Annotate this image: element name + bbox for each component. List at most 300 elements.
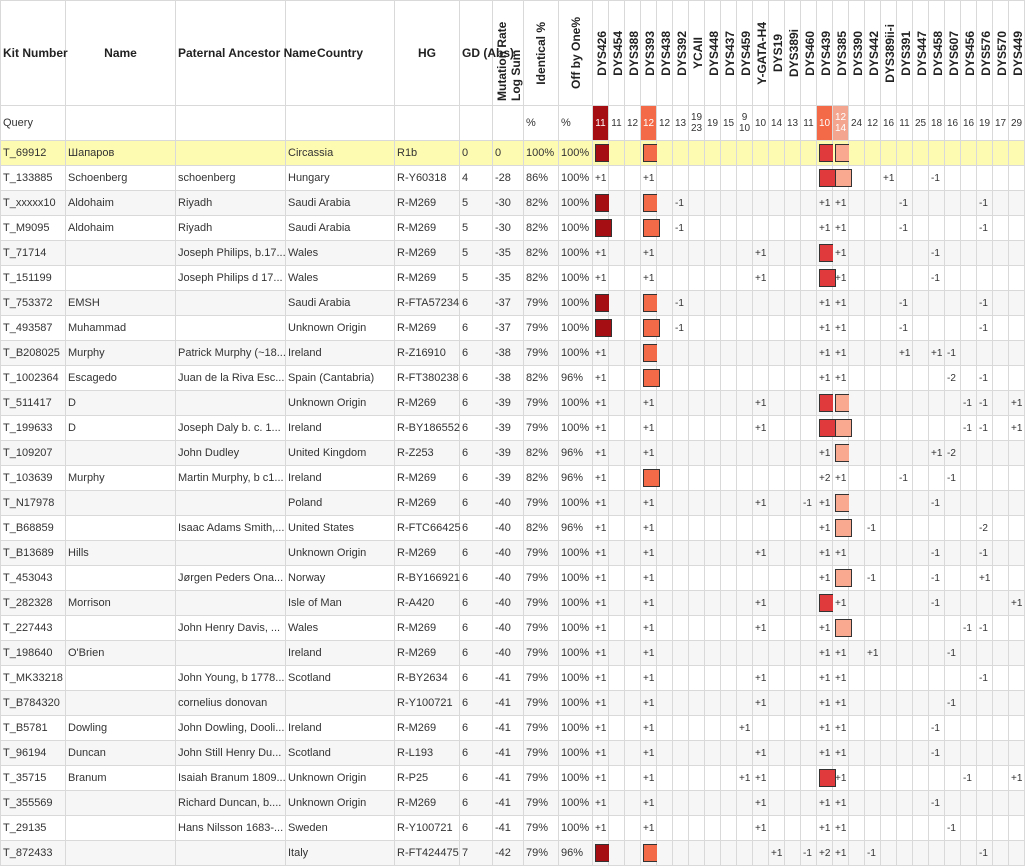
kit-number[interactable]: T_753372: [1, 291, 66, 316]
col-kit-number[interactable]: Kit Number: [1, 1, 66, 106]
kit-number[interactable]: T_872433: [1, 841, 66, 866]
col-mutation-rate[interactable]: Mutation Rate Log Sum: [493, 1, 524, 106]
member-name: Morrison: [66, 591, 176, 616]
kit-number[interactable]: T_M9095: [1, 216, 66, 241]
str-diff-dys388: [625, 441, 641, 466]
str-diff-dys389i: [785, 741, 801, 766]
str-diff-value: +1: [595, 447, 607, 459]
str-diff-dys437: [721, 341, 737, 366]
country: Unknown Origin: [286, 541, 395, 566]
kit-number[interactable]: T_B13689: [1, 541, 66, 566]
str-diff-dys458: [929, 291, 945, 316]
str-diff-dys19: [769, 591, 785, 616]
col-marker-dys460[interactable]: DYS460: [801, 1, 817, 106]
haplogroup: R-M269: [395, 466, 460, 491]
member-name: Aldohaim: [66, 191, 176, 216]
str-diff-dys390: [849, 666, 865, 691]
str-diff-dys448: [705, 641, 721, 666]
genetic-distance: 6: [460, 741, 493, 766]
str-diff-dys449: [1009, 666, 1025, 691]
paternal-ancestor: Riyadh: [176, 216, 286, 241]
paternal-ancestor: Richard Duncan, b....: [176, 791, 286, 816]
str-diff-dys442: [865, 141, 881, 166]
haplogroup: R-FTA57234: [395, 291, 460, 316]
str-diff-dys393: [641, 541, 657, 566]
str-diff-dys449: [1009, 191, 1025, 216]
str-diff-dys448: [705, 716, 721, 741]
query-value-dys439: 10: [817, 106, 833, 141]
kit-number[interactable]: T_511417: [1, 391, 66, 416]
str-diff-dys437: [721, 491, 737, 516]
query-value-dys388: 12: [625, 106, 641, 141]
query-empty-cell: [395, 106, 460, 141]
match-row[interactable]: [1, 566, 1025, 591]
str-diff-value: +1: [755, 597, 767, 609]
col-marker-dys458[interactable]: DYS458: [929, 1, 945, 106]
str-diff-dys448: [705, 666, 721, 691]
str-diff-value: +2: [819, 472, 831, 484]
str-diff-dys449: [1009, 841, 1025, 866]
str-diff-dys388: [625, 291, 641, 316]
haplogroup: R-A420: [395, 591, 460, 616]
col-marker-dys448[interactable]: DYS448: [705, 1, 721, 106]
str-diff-y-gata-h4: [753, 466, 769, 491]
str-diff-dys458: [929, 391, 945, 416]
country: Saudi Arabia: [286, 191, 395, 216]
str-diff-dys454: [609, 291, 625, 316]
str-diff-dys385: [833, 441, 849, 466]
str-diff-dys393: [641, 691, 657, 716]
kit-number[interactable]: T_493587: [1, 316, 66, 341]
str-diff-dys391: [897, 191, 913, 216]
str-diff-dys460: [801, 741, 817, 766]
str-diff-dys389i: [785, 691, 801, 716]
match-row[interactable]: [1, 216, 1025, 241]
str-diff-dys439: [817, 816, 833, 841]
str-diff-value: -1: [931, 497, 940, 509]
match-row[interactable]: [1, 141, 1025, 166]
str-diff-dys390: [849, 291, 865, 316]
str-diff-dys389i: [785, 716, 801, 741]
member-name: Dowling: [66, 716, 176, 741]
str-diff-dys448: [705, 316, 721, 341]
str-diff-value: +1: [595, 772, 607, 784]
col-country[interactable]: Country: [286, 1, 395, 106]
str-diff-dys576: [977, 641, 993, 666]
kit-number[interactable]: T_96194: [1, 741, 66, 766]
str-diff-dys437: [721, 316, 737, 341]
str-diff-value: +1: [867, 647, 879, 659]
str-diff-dys437: [721, 166, 737, 191]
str-diff-ycaii: [689, 591, 705, 616]
str-diff-dys437: [721, 441, 737, 466]
str-diff-dys426: [593, 591, 609, 616]
genetic-distance: 6: [460, 591, 493, 616]
match-row[interactable]: [1, 541, 1025, 566]
col-marker-dys449[interactable]: DYS449: [1009, 1, 1025, 106]
str-diff-dys390: [849, 216, 865, 241]
str-diff-dys438: [657, 816, 673, 841]
str-diff-dys439: [817, 616, 833, 641]
kit-number[interactable]: T_B68859: [1, 516, 66, 541]
haplogroup: R-FT380238: [395, 366, 460, 391]
str-diff-value: +1: [595, 522, 607, 534]
str-diff-value: +1: [595, 597, 607, 609]
kit-number[interactable]: T_B5781: [1, 716, 66, 741]
str-diff-dys576: [977, 441, 993, 466]
str-diff-dys576: [977, 191, 993, 216]
col-marker-dys392[interactable]: DYS392: [673, 1, 689, 106]
str-diff-dys437: [721, 791, 737, 816]
match-row[interactable]: [1, 741, 1025, 766]
match-row[interactable]: [1, 341, 1025, 366]
str-diff-value: +1: [1011, 772, 1023, 784]
str-diff-value: +1: [835, 247, 847, 259]
str-diff-dys449: [1009, 741, 1025, 766]
str-diff-dys442: [865, 541, 881, 566]
kit-number[interactable]: T_151199: [1, 266, 66, 291]
str-diff-dys437: [721, 716, 737, 741]
str-diff-dys19: [769, 266, 785, 291]
match-row[interactable]: [1, 166, 1025, 191]
col-marker-dys438[interactable]: DYS438: [657, 1, 673, 106]
kit-number[interactable]: T_35715: [1, 766, 66, 791]
str-diff-dys391: [897, 441, 913, 466]
genetic-distance: 6: [460, 516, 493, 541]
str-diff-value: +1: [819, 297, 831, 309]
str-diff-dys576: [977, 816, 993, 841]
str-diff-y-gata-h4: [753, 841, 769, 866]
col-haplogroup[interactable]: HG: [395, 1, 460, 106]
match-row[interactable]: [1, 691, 1025, 716]
str-diff-dys460: [801, 291, 817, 316]
col-marker-dys454[interactable]: DYS454: [609, 1, 625, 106]
str-diff-dys459: [737, 391, 753, 416]
str-diff-dys576: [977, 366, 993, 391]
str-diff-dys576: [977, 541, 993, 566]
str-diff-dys19: [769, 391, 785, 416]
str-diff-ycaii: [689, 516, 705, 541]
col-marker-dys391[interactable]: DYS391: [897, 1, 913, 106]
str-diff-dys459: [737, 666, 753, 691]
col-genetic-distance[interactable]: GD (Abs): [460, 1, 493, 106]
str-diff-dys392: [673, 716, 689, 741]
col-marker-dys19[interactable]: DYS19: [769, 1, 785, 106]
str-diff-dys388: [625, 816, 641, 841]
str-diff-dys392: [673, 216, 689, 241]
str-diff-value: +1: [595, 647, 607, 659]
match-row[interactable]: [1, 316, 1025, 341]
str-diff-dys426: [593, 491, 609, 516]
col-marker-dys389i[interactable]: DYS389i: [785, 1, 801, 106]
kit-number[interactable]: T_103639: [1, 466, 66, 491]
match-row[interactable]: [1, 791, 1025, 816]
query-value-dys448: 19: [705, 106, 721, 141]
str-diff-dys449: [1009, 591, 1025, 616]
str-diff-dys570: [993, 491, 1009, 516]
off-by-one-pct: 100%: [559, 816, 593, 841]
col-name[interactable]: Name: [66, 1, 176, 106]
str-diff-dys438: [657, 241, 673, 266]
member-name: [66, 666, 176, 691]
str-diff-dys388: [625, 466, 641, 491]
str-diff-dys438: [657, 466, 673, 491]
str-diff-dys460: [801, 491, 817, 516]
col-marker-dys459[interactable]: DYS459: [737, 1, 753, 106]
str-diff-dys448: [705, 191, 721, 216]
str-diff-dys448: [705, 141, 721, 166]
str-diff-value: -1: [979, 622, 988, 634]
str-diff-ycaii: [689, 466, 705, 491]
match-row[interactable]: [1, 666, 1025, 691]
kit-number[interactable]: T_xxxxx10: [1, 191, 66, 216]
str-diff-dys442: [865, 691, 881, 716]
haplogroup: R-M269: [395, 266, 460, 291]
str-diff-value: +1: [595, 422, 607, 434]
str-diff-dys442: [865, 416, 881, 441]
str-diff-y-gata-h4: [753, 341, 769, 366]
kit-number[interactable]: T_N17978: [1, 491, 66, 516]
str-diff-dys389ii-i: [881, 741, 897, 766]
str-diff-dys454: [609, 316, 625, 341]
paternal-ancestor: cornelius donovan: [176, 691, 286, 716]
kit-number[interactable]: T_227443: [1, 616, 66, 641]
col-marker-dys456[interactable]: DYS456: [961, 1, 977, 106]
str-diff-ycaii: [689, 416, 705, 441]
mutation-rate-log-sum: -41: [493, 716, 524, 741]
str-diff-dys389ii-i: [881, 541, 897, 566]
col-marker-dys389ii-i[interactable]: DYS389ii-i: [881, 1, 897, 106]
str-diff-dys391: [897, 591, 913, 616]
str-diff-dys389ii-i: [881, 841, 897, 866]
col-marker-ycaii[interactable]: YCAII: [689, 1, 705, 106]
str-diff-dys570: [993, 266, 1009, 291]
col-identical-pct[interactable]: Identical %: [524, 1, 559, 106]
str-diff-y-gata-h4: [753, 666, 769, 691]
str-diff-dys449: [1009, 516, 1025, 541]
col-marker-dys393[interactable]: DYS393: [641, 1, 657, 106]
str-diff-dys391: [897, 691, 913, 716]
str-diff-dys459: [737, 366, 753, 391]
str-diff-dys456: [961, 266, 977, 291]
str-diff-value: -1: [931, 797, 940, 809]
str-diff-dys449: [1009, 366, 1025, 391]
match-row[interactable]: [1, 391, 1025, 416]
str-diff-dys607: [945, 241, 961, 266]
str-diff-dys389ii-i: [881, 491, 897, 516]
str-diff-value: -1: [675, 197, 684, 209]
str-diff-y-gata-h4: [753, 191, 769, 216]
kit-number[interactable]: T_71714: [1, 241, 66, 266]
kit-number[interactable]: T_1002364: [1, 366, 66, 391]
str-diff-dys389ii-i: [881, 466, 897, 491]
str-diff-dys447: [913, 566, 929, 591]
str-diff-dys389i: [785, 266, 801, 291]
str-diff-dys447: [913, 366, 929, 391]
match-row[interactable]: [1, 241, 1025, 266]
str-diff-dys456: [961, 591, 977, 616]
str-diff-dys393: [641, 666, 657, 691]
str-diff-dys426: [593, 791, 609, 816]
str-diff-dys426: [593, 141, 609, 166]
paternal-ancestor: schoenberg: [176, 166, 286, 191]
kit-number[interactable]: T_282328: [1, 591, 66, 616]
str-diff-dys439: [817, 316, 833, 341]
str-diff-ycaii: [689, 166, 705, 191]
str-diff-dys458: [929, 541, 945, 566]
str-diff-dys437: [721, 591, 737, 616]
match-row[interactable]: [1, 766, 1025, 791]
col-marker-dys576[interactable]: DYS576: [977, 1, 993, 106]
str-diff-dys393: [641, 466, 657, 491]
mutation-rate-log-sum: -40: [493, 491, 524, 516]
str-diff-dys388: [625, 641, 641, 666]
kit-number[interactable]: T_MK33218: [1, 666, 66, 691]
genetic-distance: 5: [460, 241, 493, 266]
match-row[interactable]: [1, 291, 1025, 316]
col-marker-dys437[interactable]: DYS437: [721, 1, 737, 106]
col-marker-dys570[interactable]: DYS570: [993, 1, 1009, 106]
member-name: Duncan: [66, 741, 176, 766]
kit-number[interactable]: T_133885: [1, 166, 66, 191]
str-diff-dys437: [721, 241, 737, 266]
str-diff-dys439: [817, 566, 833, 591]
genetic-distance: 6: [460, 816, 493, 841]
str-diff-dys391: [897, 391, 913, 416]
str-diff-dys19: [769, 741, 785, 766]
match-row[interactable]: [1, 816, 1025, 841]
str-diff-dys438: [657, 341, 673, 366]
str-diff-dys448: [705, 616, 721, 641]
str-diff-y-gata-h4: [753, 291, 769, 316]
str-diff-value: +1: [643, 522, 655, 534]
identical-pct: 79%: [524, 566, 559, 591]
str-diff-value: +1: [595, 822, 607, 834]
off-by-one-pct: 100%: [559, 641, 593, 666]
str-diff-value: +1: [755, 272, 767, 284]
str-diff-dys388: [625, 266, 641, 291]
str-diff-ycaii: [689, 191, 705, 216]
str-diff-dys448: [705, 241, 721, 266]
str-diff-dys390: [849, 741, 865, 766]
match-row[interactable]: [1, 591, 1025, 616]
str-diff-ycaii: [689, 666, 705, 691]
str-diff-dys460: [801, 391, 817, 416]
str-diff-value: +2: [819, 847, 831, 859]
str-diff-dys447: [913, 291, 929, 316]
match-row[interactable]: [1, 616, 1025, 641]
str-diff-dys391: [897, 366, 913, 391]
kit-number[interactable]: T_109207: [1, 441, 66, 466]
str-diff-value: +1: [755, 747, 767, 759]
kit-number[interactable]: T_453043: [1, 566, 66, 591]
kit-number[interactable]: T_B784320: [1, 691, 66, 716]
kit-number[interactable]: T_355569: [1, 791, 66, 816]
str-diff-value: +1: [819, 372, 831, 384]
str-diff-dys576: [977, 791, 993, 816]
col-marker-dys442[interactable]: DYS442: [865, 1, 881, 106]
str-diff-dys426: [593, 641, 609, 666]
col-marker-dys385[interactable]: DYS385: [833, 1, 849, 106]
str-diff-value: -1: [867, 572, 876, 584]
country: Unknown Origin: [286, 391, 395, 416]
str-diff-dys426: [593, 216, 609, 241]
col-marker-dys439[interactable]: DYS439: [817, 1, 833, 106]
str-diff-value: +1: [643, 272, 655, 284]
match-row[interactable]: [1, 716, 1025, 741]
str-diff-y-gata-h4: [753, 516, 769, 541]
off-by-one-pct: 100%: [559, 391, 593, 416]
match-row[interactable]: [1, 641, 1025, 666]
str-diff-value: +1: [595, 722, 607, 734]
col-paternal-ancestor[interactable]: Paternal Ancestor Name: [176, 1, 286, 106]
genetic-distance: 6: [460, 666, 493, 691]
country: Isle of Man: [286, 591, 395, 616]
identical-pct: 82%: [524, 266, 559, 291]
match-row[interactable]: [1, 841, 1025, 866]
col-marker-dys426[interactable]: DYS426: [593, 1, 609, 106]
str-diff-dys392: [673, 266, 689, 291]
str-diff-dys393: [641, 441, 657, 466]
str-diff-dys458: [929, 141, 945, 166]
str-diff-dys442: [865, 816, 881, 841]
str-diff-dys458: [929, 616, 945, 641]
identical-pct: 82%: [524, 516, 559, 541]
match-row[interactable]: [1, 416, 1025, 441]
str-diff-dys449: [1009, 766, 1025, 791]
query-value-dys438: 12: [657, 106, 673, 141]
col-marker-dys390[interactable]: DYS390: [849, 1, 865, 106]
col-marker-dys607[interactable]: DYS607: [945, 1, 961, 106]
str-diff-dys392: [673, 566, 689, 591]
str-diff-value: -1: [979, 297, 988, 309]
str-diff-dys390: [849, 316, 865, 341]
kit-number[interactable]: T_B208025: [1, 341, 66, 366]
mutation-rate-log-sum: -40: [493, 591, 524, 616]
match-row[interactable]: [1, 191, 1025, 216]
str-diff-ycaii: [689, 391, 705, 416]
col-off-by-one-pct[interactable]: Off by One%: [559, 1, 593, 106]
member-name: Muhammad: [66, 316, 176, 341]
kit-number[interactable]: T_198640: [1, 641, 66, 666]
str-diff-dys389i: [785, 841, 801, 866]
match-row[interactable]: [1, 266, 1025, 291]
str-diff-value: +1: [931, 447, 943, 459]
kit-number[interactable]: T_29135: [1, 816, 66, 841]
match-row[interactable]: [1, 466, 1025, 491]
kit-number[interactable]: T_69912: [1, 141, 66, 166]
col-marker-dys388[interactable]: DYS388: [625, 1, 641, 106]
col-marker-dys447[interactable]: DYS447: [913, 1, 929, 106]
str-diff-dys392: [673, 141, 689, 166]
col-marker-y-gata-h4[interactable]: Y-GATA-H4: [753, 1, 769, 106]
str-diff-value: -1: [675, 222, 684, 234]
str-diff-value: -1: [899, 322, 908, 334]
match-row[interactable]: [1, 366, 1025, 391]
match-row[interactable]: [1, 491, 1025, 516]
str-diff-dys392: [673, 791, 689, 816]
match-row[interactable]: [1, 441, 1025, 466]
str-diff-dys570: [993, 191, 1009, 216]
paternal-ancestor: Martin Murphy, b c1...: [176, 466, 286, 491]
str-diff-dys392: [673, 666, 689, 691]
genetic-distance: 6: [460, 366, 493, 391]
str-diff-dys460: [801, 516, 817, 541]
str-diff-value: -1: [979, 222, 988, 234]
match-row[interactable]: [1, 516, 1025, 541]
kit-number[interactable]: T_199633: [1, 416, 66, 441]
str-diff-dys389i: [785, 766, 801, 791]
